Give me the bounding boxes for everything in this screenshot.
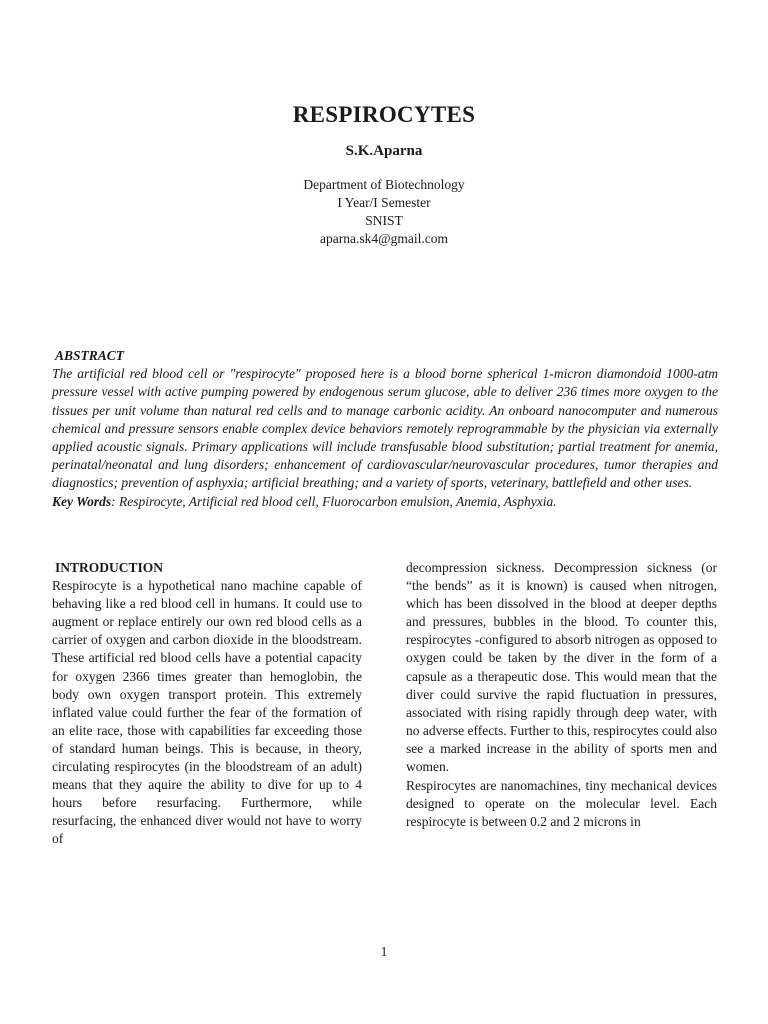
- abstract-heading: ABSTRACT: [55, 348, 125, 363]
- author-name: S.K.Aparna: [345, 143, 423, 159]
- email: aparna.sk4@gmail.com: [320, 231, 448, 246]
- introduction-paragraph-1: Respirocyte is a hypothetical nano machine capable of behaving like a red blood cell in humans. It could use to augment or replace entirely our own red blood cells as a carrier of oxygen and carbon dioxide in the bloodstream. These artificial red blood cells have a potential capacity for oxygen 2366 times greater than hemoglobin, the body own oxygen transport protein. This extremely inflated value could further the fear of the formation of an elite race, those with capabilities far exceeding those of standard human beings. This is because, in theory, circulating respirocytes (in the bloodstream of an adult) means that they aquire the ability to dive for up to 4 hours before resurfacing. Furthermore, while resurfacing, the enhanced diver would not have to worry of: [52, 578, 362, 847]
- right-column: [406, 559, 717, 831]
- abstract-text: The artificial red blood cell or "respirocyte" proposed here is a blood borne spherical 1-micron diamondoid 1000-atm pressure vessel with active pumping powered by endogenous serum glucose, able to deliver 236 times more oxygen to the tissues per unit volume than natural red cells and to manage carbonic acidity. An onboard nanocomputer and numerous chemical and pressure sensors enable complex device behaviors remotely reprogrammable by the physician via externally applied acoustic signals. Primary applications will include transfusable blood substitution; partial treatment for anemia, perinatal/neonatal and lung disorders; enhancement of cardiovascular/neurovascular procedures, tumor therapies and diagnostics; prevention of asphyxia; artificial breathing; and a variety of sports, veterinary, battlefield and other uses.: [52, 366, 718, 491]
- abstract-section: [52, 347, 718, 511]
- year-semester: I Year/I Semester: [337, 195, 431, 210]
- page-number: 1: [380, 944, 388, 959]
- institution: SNIST: [365, 213, 403, 228]
- affiliation-block: [0, 176, 768, 248]
- introduction-paragraph-3: Respirocytes are nanomachines, tiny mechanical devices designed to operate on the molecular level. Each respirocyte is between 0.2 and 2 microns in: [406, 778, 717, 830]
- introduction-paragraph-2: decompression sickness. Decompression sickness (or “the bends” as it is known) is caused when nitrogen, which has been dissolved in the blood at deeper depths and pressures, bubbles in the blood. To counter this, respirocytes -configured to absorb nitrogen as opposed to oxygen could be taken by the diver in the form of a capsule as a therapeutic dose. This would mean that the diver could survive the rapid fluctuation in pressures, associated with rising rapidly through deep water, with no adverse effects. Further to this, respirocytes could also see a marked increase in the ability of sports men and women.: [406, 560, 717, 775]
- keywords-label: Key Words: [52, 493, 112, 509]
- paper-title: RESPIROCYTES: [292, 102, 476, 127]
- introduction-heading: INTRODUCTION: [55, 560, 164, 575]
- left-column: [52, 559, 362, 849]
- keywords-line: [52, 493, 718, 511]
- department: Department of Biotechnology: [303, 177, 465, 192]
- keywords-text: : Respirocyte, Artificial red blood cell, Fluorocarbon emulsion, Anemia, Asphyxia.: [111, 493, 557, 509]
